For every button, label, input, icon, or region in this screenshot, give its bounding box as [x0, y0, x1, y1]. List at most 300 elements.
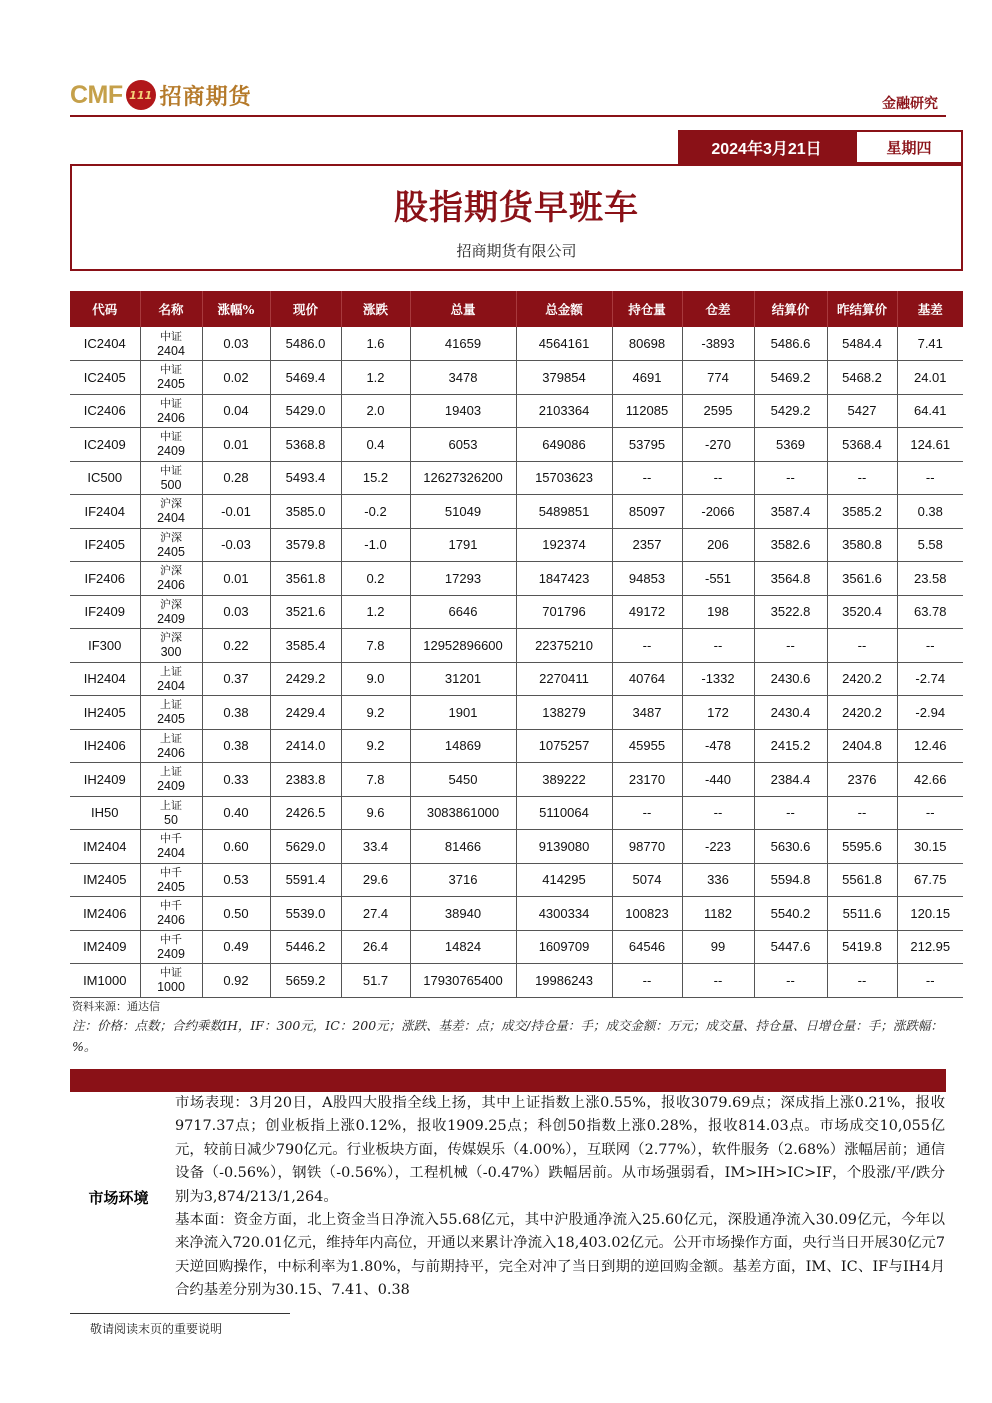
cell-oi: 85097 [612, 495, 682, 529]
cell-vol: 38940 [410, 897, 516, 931]
cell-name-index: 沪深 [160, 631, 182, 645]
cell-settle: 5486.6 [754, 327, 827, 361]
cell-basis: 67.75 [897, 863, 963, 897]
cell-chg: 27.4 [341, 897, 410, 931]
cell-prev-settle: 5511.6 [827, 897, 897, 931]
cell-oi-chg: -551 [682, 562, 754, 596]
footer-disclaimer: 敬请阅读末页的重要说明 [90, 1322, 223, 1336]
footer-divider [70, 1313, 290, 1314]
table-row [70, 763, 963, 797]
cell-pct: -0.03 [202, 528, 270, 562]
column-header: 仓差 [682, 291, 754, 327]
cell-oi-chg: -3893 [682, 327, 754, 361]
cell-name-month: 2405 [157, 544, 185, 559]
cell-vol: 17930765400 [410, 964, 516, 998]
cell-name-index: 沪深 [160, 530, 182, 544]
cell-settle: 2384.4 [754, 763, 827, 797]
cell-vol: 3716 [410, 863, 516, 897]
cell-oi-chg: -- [682, 964, 754, 998]
cell-settle: 5369 [754, 428, 827, 462]
cell-name [140, 394, 202, 428]
cell-name-index: 上证 [160, 731, 182, 745]
cell-pct: 0.53 [202, 863, 270, 897]
cell-price: 3561.8 [270, 562, 341, 596]
cell-vol: 5450 [410, 763, 516, 797]
cell-price: 5446.2 [270, 930, 341, 964]
table-row [70, 361, 963, 395]
cell-code: IM2409 [70, 930, 140, 964]
table-row [70, 964, 963, 998]
cell-oi-chg: 336 [682, 863, 754, 897]
cell-code: IC2409 [70, 428, 140, 462]
cell-prev-settle: 2376 [827, 763, 897, 797]
cell-pct: 0.04 [202, 394, 270, 428]
cell-amt: 2270411 [516, 662, 612, 696]
cell-chg: 9.0 [341, 662, 410, 696]
cell-pct: 0.01 [202, 562, 270, 596]
cell-oi: -- [612, 964, 682, 998]
cell-oi: 100823 [612, 897, 682, 931]
cell-price: 5629.0 [270, 830, 341, 864]
cell-vol: 51049 [410, 495, 516, 529]
cell-prev-settle: 5368.4 [827, 428, 897, 462]
cell-chg: 51.7 [341, 964, 410, 998]
cell-name-index: 沪深 [160, 497, 182, 511]
cell-amt: 649086 [516, 428, 612, 462]
column-header: 涨跌 [341, 291, 410, 327]
cell-oi: 112085 [612, 394, 682, 428]
cell-amt: 22375210 [516, 629, 612, 663]
column-header: 总金额 [516, 291, 612, 327]
cell-prev-settle: -- [827, 964, 897, 998]
cell-basis: 0.38 [897, 495, 963, 529]
cell-basis: -2.94 [897, 696, 963, 730]
cell-oi-chg: 774 [682, 361, 754, 395]
cell-oi-chg: 2595 [682, 394, 754, 428]
cell-vol: 1791 [410, 528, 516, 562]
cell-name [140, 361, 202, 395]
cell-amt: 379854 [516, 361, 612, 395]
cell-chg: 7.8 [341, 629, 410, 663]
cell-settle: -- [754, 964, 827, 998]
cell-name-month: 2404 [157, 343, 185, 358]
cell-settle: 3564.8 [754, 562, 827, 596]
cell-oi: 23170 [612, 763, 682, 797]
cell-vol: 81466 [410, 830, 516, 864]
cell-name-index: 中千 [160, 865, 182, 879]
cell-name-month: 2409 [157, 611, 185, 626]
cell-oi: -- [612, 629, 682, 663]
cell-prev-settle: 5484.4 [827, 327, 897, 361]
cell-oi: -- [612, 461, 682, 495]
cell-vol: 6646 [410, 595, 516, 629]
cell-name-index: 中证 [160, 430, 182, 444]
department-label: 金融研究 [882, 96, 938, 112]
logo-cn-text: 招商期货 [159, 83, 252, 110]
cell-code: IF2406 [70, 562, 140, 596]
cell-basis: 24.01 [897, 361, 963, 395]
cell-code: IM1000 [70, 964, 140, 998]
cell-chg: 7.8 [341, 763, 410, 797]
cell-name-index: 中证 [160, 966, 182, 980]
cell-price: 2383.8 [270, 763, 341, 797]
cell-name-index: 中证 [160, 363, 182, 377]
cell-amt: 15703623 [516, 461, 612, 495]
cell-amt: 414295 [516, 863, 612, 897]
cell-oi-chg: 172 [682, 696, 754, 730]
cell-code: IH2406 [70, 729, 140, 763]
cell-price: 3585.4 [270, 629, 341, 663]
cell-oi-chg: -478 [682, 729, 754, 763]
cell-name-month: 2404 [157, 678, 185, 693]
cell-name-month: 2405 [157, 879, 185, 894]
cell-basis: 12.46 [897, 729, 963, 763]
cell-chg: -0.2 [341, 495, 410, 529]
column-header: 结算价 [754, 291, 827, 327]
cell-pct: 0.28 [202, 461, 270, 495]
cell-oi-chg: 198 [682, 595, 754, 629]
cell-price: 3585.0 [270, 495, 341, 529]
cell-amt: 19986243 [516, 964, 612, 998]
cell-basis: 64.41 [897, 394, 963, 428]
cell-pct: 0.02 [202, 361, 270, 395]
cell-amt: 1609709 [516, 930, 612, 964]
cell-name [140, 327, 202, 361]
column-header: 涨幅% [202, 291, 270, 327]
table-row [70, 729, 963, 763]
cell-chg: 33.4 [341, 830, 410, 864]
cell-pct: 0.03 [202, 595, 270, 629]
cell-pct: 0.22 [202, 629, 270, 663]
cell-name [140, 930, 202, 964]
cell-code: IC500 [70, 461, 140, 495]
cell-name-month: 2409 [157, 779, 185, 794]
cell-oi-chg: -1332 [682, 662, 754, 696]
cell-settle: -- [754, 461, 827, 495]
cell-basis: 5.58 [897, 528, 963, 562]
company-logo [70, 78, 252, 112]
cell-name-index: 中证 [160, 329, 182, 343]
cell-amt: 9139080 [516, 830, 612, 864]
cell-name [140, 495, 202, 529]
cell-vol: 19403 [410, 394, 516, 428]
cell-basis: -- [897, 629, 963, 663]
cell-prev-settle: 3520.4 [827, 595, 897, 629]
cell-oi: 2357 [612, 528, 682, 562]
cell-code: IM2404 [70, 830, 140, 864]
cell-code: IF300 [70, 629, 140, 663]
cell-pct: 0.50 [202, 897, 270, 931]
cell-pct: 0.01 [202, 428, 270, 462]
cell-basis: 63.78 [897, 595, 963, 629]
cell-prev-settle: 5427 [827, 394, 897, 428]
table-row [70, 495, 963, 529]
cell-name-month: 2405 [157, 712, 185, 727]
cell-name-month: 1000 [157, 980, 185, 995]
column-header: 总量 [410, 291, 516, 327]
cell-code: IM2405 [70, 863, 140, 897]
cell-pct: 0.49 [202, 930, 270, 964]
cell-prev-settle: 3585.2 [827, 495, 897, 529]
futures-quote-table [70, 291, 963, 998]
data-source: 资料来源：通达信 [72, 1000, 160, 1013]
cell-vol: 6053 [410, 428, 516, 462]
cell-oi: 49172 [612, 595, 682, 629]
cell-oi-chg: -- [682, 461, 754, 495]
cell-name-index: 上证 [160, 798, 182, 812]
page-title: 股指期货早班车 [394, 188, 639, 228]
cell-name-month: 2404 [157, 511, 185, 526]
cell-settle: 5429.2 [754, 394, 827, 428]
report-weekday: 星期四 [855, 130, 963, 164]
cell-name [140, 729, 202, 763]
cell-oi-chg: -270 [682, 428, 754, 462]
cell-prev-settle: 3580.8 [827, 528, 897, 562]
cell-name [140, 863, 202, 897]
cell-chg: 1.6 [341, 327, 410, 361]
cell-price: 5539.0 [270, 897, 341, 931]
cell-settle: 2415.2 [754, 729, 827, 763]
cell-name-month: 2406 [157, 913, 185, 928]
cell-name [140, 696, 202, 730]
cell-name-index: 沪深 [160, 597, 182, 611]
cell-code: IF2404 [70, 495, 140, 529]
cell-chg: 1.2 [341, 361, 410, 395]
cell-basis: -2.74 [897, 662, 963, 696]
cell-oi-chg: -440 [682, 763, 754, 797]
cell-price: 2414.0 [270, 729, 341, 763]
cell-amt: 1847423 [516, 562, 612, 596]
cell-vol: 41659 [410, 327, 516, 361]
cell-name [140, 897, 202, 931]
cell-prev-settle: -- [827, 629, 897, 663]
cell-code: IH2404 [70, 662, 140, 696]
cell-amt: 701796 [516, 595, 612, 629]
cell-name [140, 964, 202, 998]
cell-settle: -- [754, 629, 827, 663]
cell-price: 5659.2 [270, 964, 341, 998]
cell-code: IH2405 [70, 696, 140, 730]
table-row [70, 629, 963, 663]
cell-basis: -- [897, 964, 963, 998]
cell-basis: 124.61 [897, 428, 963, 462]
table-row [70, 595, 963, 629]
cell-settle: 5447.6 [754, 930, 827, 964]
column-header: 代码 [70, 291, 140, 327]
cell-code: IC2405 [70, 361, 140, 395]
cell-prev-settle: 5419.8 [827, 930, 897, 964]
cell-oi: 80698 [612, 327, 682, 361]
cell-price: 5591.4 [270, 863, 341, 897]
cell-chg: 26.4 [341, 930, 410, 964]
cell-basis: 42.66 [897, 763, 963, 797]
cell-pct: 0.37 [202, 662, 270, 696]
table-row [70, 461, 963, 495]
report-date: 2024年3月21日 [678, 130, 855, 164]
cell-prev-settle: -- [827, 796, 897, 830]
cell-prev-settle: 5595.6 [827, 830, 897, 864]
column-header: 基差 [897, 291, 963, 327]
cell-pct: 0.38 [202, 696, 270, 730]
cell-code: IF2405 [70, 528, 140, 562]
table-row [70, 428, 963, 462]
table-note: 注：价格：点数；合约乘数IH，IF：300元，IC：200元；涨跌、基差：点；成交/持仓量：手；成交金额：万元；成交量、持仓量、日增仓量：手；涨跌幅：%。 [72, 1018, 943, 1054]
table-row [70, 796, 963, 830]
cell-vol: 14824 [410, 930, 516, 964]
cell-name-month: 2409 [157, 444, 185, 459]
cell-basis: -- [897, 461, 963, 495]
table-row [70, 830, 963, 864]
cell-name-month: 2409 [157, 946, 185, 961]
cell-name-index: 中千 [160, 899, 182, 913]
cell-prev-settle: 2420.2 [827, 662, 897, 696]
cell-code: IC2404 [70, 327, 140, 361]
header-divider [70, 115, 946, 117]
cell-name-index: 中证 [160, 396, 182, 410]
cell-name [140, 796, 202, 830]
cell-prev-settle: 3561.6 [827, 562, 897, 596]
cell-pct: 0.33 [202, 763, 270, 797]
cell-chg: 0.4 [341, 428, 410, 462]
cell-vol: 12627326200 [410, 461, 516, 495]
cell-oi-chg: -2066 [682, 495, 754, 529]
cell-amt: 4564161 [516, 327, 612, 361]
cell-vol: 14869 [410, 729, 516, 763]
cell-name-index: 上证 [160, 698, 182, 712]
cell-name [140, 428, 202, 462]
cell-oi-chg: -223 [682, 830, 754, 864]
table-row [70, 696, 963, 730]
cell-name-month: 2406 [157, 745, 185, 760]
cell-oi-chg: 206 [682, 528, 754, 562]
cell-amt: 192374 [516, 528, 612, 562]
cell-vol: 3478 [410, 361, 516, 395]
cell-name-month: 300 [160, 645, 182, 660]
cell-name-index: 中证 [160, 463, 182, 477]
cell-name-index: 中千 [160, 832, 182, 846]
cell-pct: 0.03 [202, 327, 270, 361]
cell-prev-settle: 2404.8 [827, 729, 897, 763]
cell-oi: 5074 [612, 863, 682, 897]
cell-settle: 5540.2 [754, 897, 827, 931]
cell-name [140, 562, 202, 596]
column-header: 现价 [270, 291, 341, 327]
cell-price: 3579.8 [270, 528, 341, 562]
cell-settle: 2430.4 [754, 696, 827, 730]
cell-settle: 3582.6 [754, 528, 827, 562]
cell-basis: 120.15 [897, 897, 963, 931]
cell-amt: 5110064 [516, 796, 612, 830]
table-row [70, 930, 963, 964]
cell-oi-chg: 99 [682, 930, 754, 964]
cell-name-index: 上证 [160, 765, 182, 779]
cell-oi: 64546 [612, 930, 682, 964]
cell-settle: -- [754, 796, 827, 830]
cell-amt: 1075257 [516, 729, 612, 763]
cell-code: IC2406 [70, 394, 140, 428]
cell-pct: 0.60 [202, 830, 270, 864]
cell-name [140, 830, 202, 864]
cell-settle: 5630.6 [754, 830, 827, 864]
cell-code: IH2409 [70, 763, 140, 797]
table-row [70, 662, 963, 696]
cell-name [140, 461, 202, 495]
cell-chg: 9.2 [341, 696, 410, 730]
cell-name-month: 500 [160, 477, 182, 492]
cell-oi: 53795 [612, 428, 682, 462]
cell-vol: 1901 [410, 696, 516, 730]
cell-price: 5486.0 [270, 327, 341, 361]
cell-prev-settle: -- [827, 461, 897, 495]
cell-oi: 3487 [612, 696, 682, 730]
cell-name-month: 50 [164, 812, 178, 827]
cell-basis: -- [897, 796, 963, 830]
cell-amt: 2103364 [516, 394, 612, 428]
cell-code: IH50 [70, 796, 140, 830]
cell-pct: 0.38 [202, 729, 270, 763]
cell-vol: 17293 [410, 562, 516, 596]
table-header-row [70, 291, 963, 327]
cell-amt: 389222 [516, 763, 612, 797]
cell-price: 2426.5 [270, 796, 341, 830]
cell-pct: 0.92 [202, 964, 270, 998]
cell-settle: 5594.8 [754, 863, 827, 897]
cell-chg: -1.0 [341, 528, 410, 562]
table-row [70, 327, 963, 361]
cell-name [140, 763, 202, 797]
market-environment-section [70, 1092, 946, 1302]
cell-oi: 4691 [612, 361, 682, 395]
cell-name-month: 2405 [157, 377, 185, 392]
cell-vol: 12952896600 [410, 629, 516, 663]
table-body [70, 327, 963, 997]
title-box [70, 164, 963, 271]
cell-name-month: 2406 [157, 410, 185, 425]
cell-basis: 212.95 [897, 930, 963, 964]
logo-cmf-text: CMF [70, 80, 123, 109]
cell-settle: 3587.4 [754, 495, 827, 529]
cell-name [140, 629, 202, 663]
table-row [70, 528, 963, 562]
cell-chg: 15.2 [341, 461, 410, 495]
cell-price: 5493.4 [270, 461, 341, 495]
table-row [70, 394, 963, 428]
cell-settle: 5469.2 [754, 361, 827, 395]
cell-settle: 3522.8 [754, 595, 827, 629]
cell-price: 5368.8 [270, 428, 341, 462]
cell-name-index: 沪深 [160, 564, 182, 578]
cell-basis: 30.15 [897, 830, 963, 864]
cell-settle: 2430.6 [754, 662, 827, 696]
cell-name [140, 528, 202, 562]
company-name: 招商期货有限公司 [456, 242, 577, 260]
cell-name [140, 595, 202, 629]
column-header: 昨结算价 [827, 291, 897, 327]
cell-code: IM2406 [70, 897, 140, 931]
cell-price: 5429.0 [270, 394, 341, 428]
cell-oi-chg: -- [682, 629, 754, 663]
cell-basis: 23.58 [897, 562, 963, 596]
section-label: 市场环境 [88, 1188, 149, 1207]
cell-pct: -0.01 [202, 495, 270, 529]
cell-oi: 98770 [612, 830, 682, 864]
cell-price: 3521.6 [270, 595, 341, 629]
cell-prev-settle: 5468.2 [827, 361, 897, 395]
table-row [70, 863, 963, 897]
cell-oi: 45955 [612, 729, 682, 763]
cell-prev-settle: 5561.8 [827, 863, 897, 897]
cell-vol: 3083861000 [410, 796, 516, 830]
